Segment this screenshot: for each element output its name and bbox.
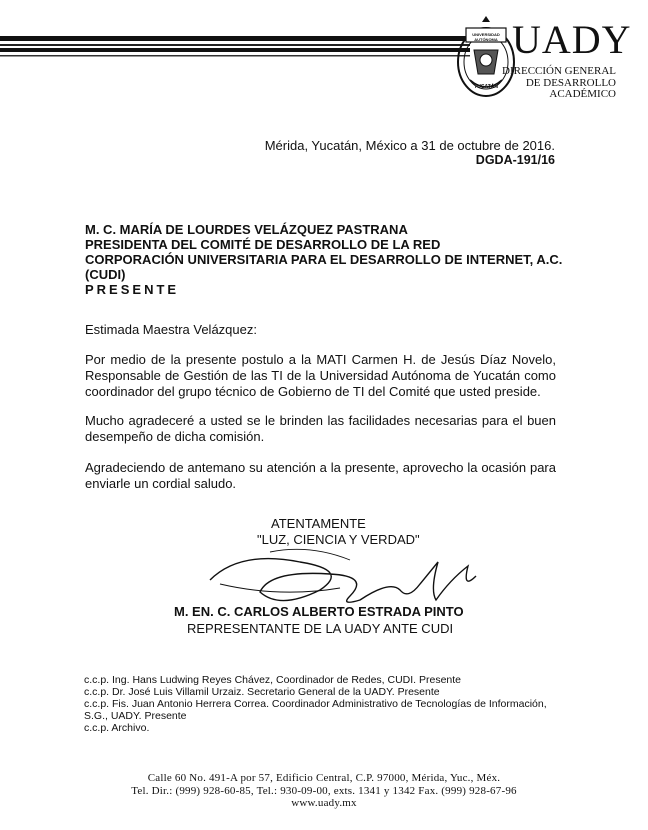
presente-label: PRESENTE: [85, 282, 180, 297]
ccp-item: c.c.p. Fis. Juan Antonio Herrera Correa. Coordinador Administrativo de Tecnologías de Información,: [84, 698, 547, 710]
addressee-line: CORPORACIÓN UNIVERSITARIA PARA EL DESARROLLO DE INTERNET, A.C.: [85, 252, 563, 267]
addressee-line: (CUDI): [85, 267, 126, 282]
dept-line: DE DESARROLLO: [525, 76, 616, 89]
footer-phones: Tel. Dir.: (999) 928-60-85, Tel.: 930-09-00, exts. 1341 y 1342 Fax. (999) 928-67-96: [131, 784, 517, 797]
salutation: Estimada Maestra Velázquez:: [85, 322, 257, 337]
body-paragraph: Mucho agradeceré a usted se le brinden las facilidades necesarias para el buen desempeño de dicha comisión.: [85, 413, 556, 444]
footer: [0, 772, 648, 810]
dept-line: ACADÉMICO: [549, 88, 616, 100]
addressee-line: PRESIDENTA DEL COMITÉ DE DESARROLLO DE LA RED: [85, 237, 441, 252]
addressee-line: M. C. MARÍA DE LOURDES VELÁZQUEZ PASTRANA: [85, 222, 408, 237]
motto: "LUZ, CIENCIA Y VERDAD": [257, 532, 420, 547]
letter-reference: DGDA-191/16: [475, 153, 555, 167]
seal-text-bottom: YUCATÁN: [473, 84, 499, 90]
header-stripes: [0, 34, 470, 64]
signer-title: REPRESENTANTE DE LA UADY ANTE CUDI: [187, 621, 454, 636]
body-paragraph: Agradeciendo de antemano su atención a la presente, aprovecho la ocasión para enviarle un cordial saludo.: [85, 460, 556, 491]
footer-address: Calle 60 No. 491-A por 57, Edificio Central, C.P. 97000, Mérida, Yuc., Méx.: [147, 772, 501, 784]
seal-text-top: UNIVERSIDAD AUTÓNOMA: [472, 32, 500, 42]
ccp-item: c.c.p. Dr. José Luis Villamil Urzaiz. Secretario General de la UADY. Presente: [84, 686, 440, 698]
addressee-block: [85, 222, 585, 297]
letter-date: Mérida, Yucatán, México a 31 de octubre de 2016.: [264, 138, 555, 153]
department-name: [502, 66, 616, 101]
ccp-list: [84, 674, 584, 734]
body-paragraph: Por medio de la presente postulo a la MATI Carmen H. de Jesús Díaz Novelo, Responsable de Gestión de las TI de la Universidad Autónoma de Yucatán como coordinador del grupo técnico de Gobierno de TI del Comité que usted preside.: [85, 352, 556, 399]
signer-name: M. EN. C. CARLOS ALBERTO ESTRADA PINTO: [174, 604, 464, 619]
uady-logo-text: UADY: [512, 17, 632, 62]
dept-line: DIRECCIÓN GENERAL: [502, 65, 616, 77]
ccp-item: S.G., UADY. Presente: [84, 710, 187, 722]
ccp-item: c.c.p. Archivo.: [84, 722, 150, 734]
closing: ATENTAMENTE: [271, 516, 366, 531]
ccp-item: c.c.p. Ing. Hans Ludwing Reyes Chávez, Coordinador de Redes, CUDI. Presente: [84, 674, 462, 686]
footer-website: www.uady.mx: [291, 797, 357, 809]
